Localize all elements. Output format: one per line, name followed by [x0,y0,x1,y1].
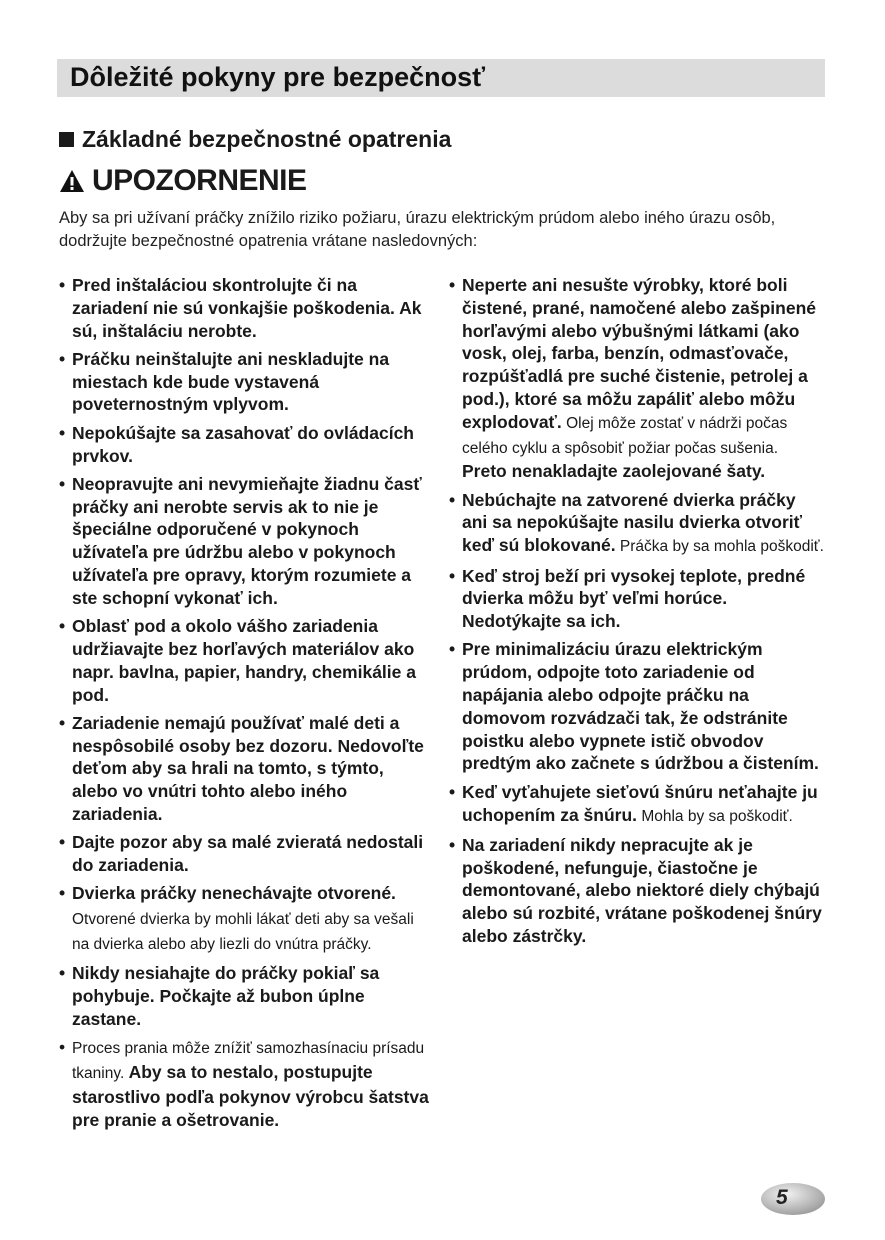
bullet: • [59,422,66,443]
bullet: • [449,639,456,660]
list-item [59,712,431,826]
section-heading [59,126,451,153]
bullet: • [59,832,66,853]
list-item [59,615,431,706]
list-item [59,831,431,877]
item-bold-text: Pred inštaláciou skontrolujte či na zariadení nie sú vonkajšie poškodenia. Ak sú, inštaláciu nerobte. [72,275,422,341]
bullet: • [449,489,456,510]
square-bullet-icon [59,132,74,147]
bullet: • [449,834,456,855]
list-item [59,962,431,1030]
list-item [59,1036,431,1131]
list-item [449,565,824,633]
bullet: • [59,348,66,369]
list-item [449,834,824,948]
page-title: Dôležité pokyny pre bezpečnosť [70,62,486,92]
item-bold-text: Dajte pozor aby sa malé zvieratá nedostali do zariadenia. [72,832,424,876]
bullet: • [59,712,66,733]
item-bold-text: Neperte ani nesušte výrobky, ktoré boli čistené, prané, namočené alebo zašpinené horľavými alebo výbušnými látkami (ako vosk, olej, farba, benzín, odmasťovače, rozpúšťadlá pre suché čistenie, petrolej a pod.), ktoré sa môžu zapáliť alebo môžu explodovať. [462,275,817,432]
item-bold-text: Keď stroj beží pri vysokej teplote, predné dvierka môžu byť veľmi horúce. Nedotýkajte sa ich. [462,565,806,632]
bullet: • [59,1037,66,1058]
intro-paragraph: Aby sa pri užívaní práčky znížilo riziko požiaru, úrazu elektrickým prúdom alebo iného úrazu osôb, dodržujte bezpečnostné opatrenia vrátane nasledovných: [59,209,776,250]
bullet: • [59,616,66,637]
bullet: • [449,565,456,586]
item-bold-text: Aby sa to nestalo, postupujte starostlivo podľa pokynov výrobcu šatstva pre pranie a ošetrovanie. [72,1062,429,1130]
list-item [59,274,431,342]
list-item [59,422,431,468]
item-normal-text: Mohla by sa poškodiť. [637,807,793,825]
list-item [59,882,431,956]
page-number-badge [760,1181,826,1217]
warning-title: UPOZORNENIE [92,164,307,197]
section-title: Základné bezpečnostné opatrenia [82,126,452,152]
list-item [449,638,824,775]
list-item [59,348,431,416]
item-bold-text: Keď vyťahujete sieťovú šnúru neťahajte ju uchopením za šnúru. [462,781,818,825]
list-item [59,473,431,610]
item-bold-text: Oblasť pod a okolo vášho zariadenia udržiavajte bez horľavých materiálov ako napr. bavlna, papier, handry, chemikálie a pod. [72,616,416,705]
list-item [449,489,824,559]
list-item [449,781,824,829]
item-bold-text: Nebúchajte na zatvorené dvierka práčky ani sa nepokúšajte nasilu dvierka otvoriť keď sú blokované. [462,489,803,556]
item-bold-text: Neopravujte ani nevymieňajte žiadnu časť práčky ani nerobte servis ak to nie je špeciálne odporučené v pokynoch užívateľa pre údržbu alebo v pokynoch užívateľa pre opravy, ktorým rozumiete a ste schopní vykonať ich. [72,473,422,608]
item-bold-text: Nikdy nesiahajte do práčky pokiaľ sa pohybuje. Počkajte až bubon úplne zastane. [72,963,380,1029]
list-item [449,274,824,483]
item-bold-text: Práčku neinštalujte ani neskladujte na miestach kde bude vystavená poveternostným vplyvom. [72,348,390,415]
item-normal-text: Proces prania môže znížiť samozhasínaciu prísadu tkaniny. [72,1040,425,1082]
bullet: • [59,275,66,295]
item-bold-text: Preto nenakladajte zaolejované šaty. [462,461,766,482]
item-bold-text: Zariadenie nemajú používať malé deti a nespôsobilé osoby bez dozoru. Nedovoľte deťom aby sa hrali na tomto, s týmto, alebo vo vnútri tohto alebo iného zariadenia. [72,712,424,825]
item-bold-text: Nepokúšajte sa zasahovať do ovládacích prvkov. [72,422,414,466]
left-column [59,274,431,1137]
page-number: 5 [776,1186,788,1209]
item-normal-text: Olej môže zostať v nádrži počas celého cyklu a spôsobiť požiar počas sušenia. [462,414,788,457]
item-bold-text: Pre minimalizáciu úrazu elektrickým prúdom, odpojte toto zariadenie od napájania alebo odpojte práčku na domovom rozvádzači tak, že odstránite poistku alebo vypnete istič obvodov predtým ako začnete s údržbou a čistením. [462,639,819,774]
item-normal-text: Práčka by sa mohla poškodiť. [615,538,824,556]
bullet: • [59,963,66,984]
bullet: • [59,883,66,904]
item-normal-text: Otvorené dvierka by mohli lákať deti aby sa vešali na dvierka alebo aby liezli do vnútra práčky. [72,911,414,954]
item-bold-text: Na zariadení nikdy nepracujte ak je poškodené, nefunguje, čiastočne je demontované, alebo niektoré diely chýbajú alebo sú rozbité, vrátane poškodenej šnúry alebo zástrčky. [462,834,822,947]
item-bold-text: Dvierka práčky nenechávajte otvorené. [72,883,396,904]
bullet: • [449,781,456,802]
right-column [449,274,824,953]
bullet: • [449,275,456,295]
bullet: • [59,473,66,494]
warning-heading [59,164,307,198]
title-bar [57,59,825,97]
warning-triangle-icon [59,169,85,193]
